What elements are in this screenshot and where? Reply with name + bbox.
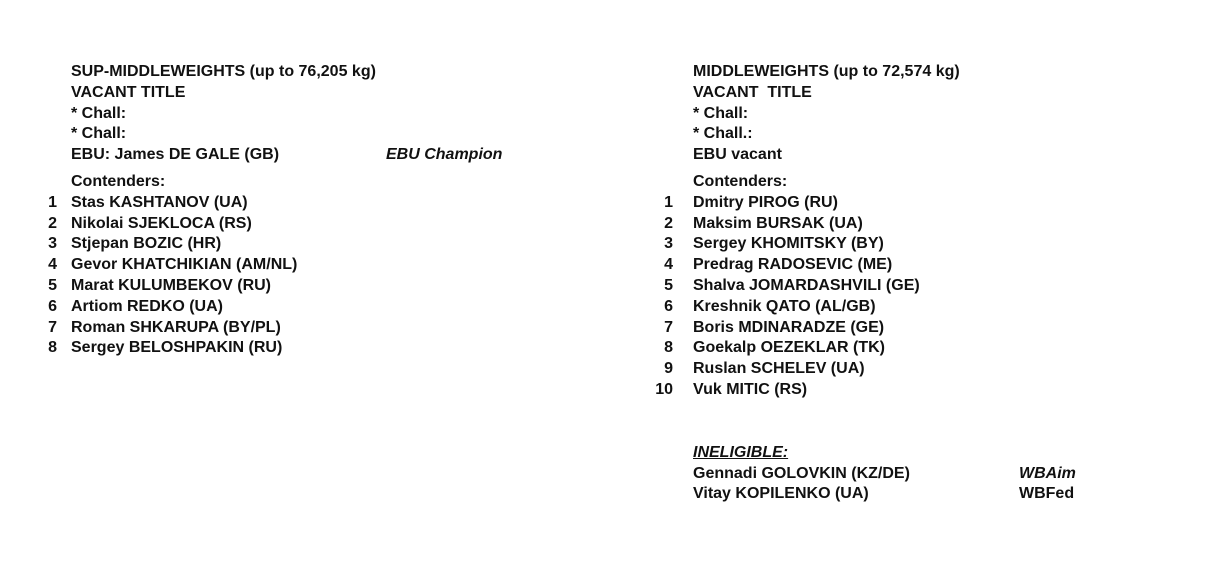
contender-name: Sergey BELOSHPAKIN (RU) xyxy=(71,339,283,357)
contender-rank: 7 xyxy=(48,318,57,336)
challenger-line xyxy=(0,124,560,145)
contender-row xyxy=(640,234,1160,255)
contender-row xyxy=(0,255,560,276)
division-title-line xyxy=(640,62,1160,83)
contender-rank: 1 xyxy=(48,193,57,211)
super-middleweights-section xyxy=(0,62,560,359)
contender-name: Kreshnik QATO (AL/GB) xyxy=(693,297,876,315)
contender-row xyxy=(640,255,1160,276)
contender-rank: 2 xyxy=(48,214,57,232)
contender-rank: 2 xyxy=(664,214,673,232)
contender-name: Predrag RADOSEVIC (ME) xyxy=(693,256,893,274)
contender-row xyxy=(0,234,560,255)
contenders-heading-line xyxy=(640,172,1160,193)
vacant-title: VACANT TITLE xyxy=(693,83,812,101)
ebu-line xyxy=(0,145,560,166)
contender-name: Boris MDINARADZE (GE) xyxy=(693,318,885,336)
contender-rank: 9 xyxy=(664,360,673,378)
contender-row xyxy=(640,380,1160,401)
contender-row xyxy=(0,318,560,339)
ebu-holder: EBU: James DE GALE (GB) xyxy=(71,146,280,164)
contenders-heading-line xyxy=(0,172,560,193)
contender-row xyxy=(0,193,560,214)
division-title: MIDDLEWEIGHTS (up to 72,574 kg) xyxy=(693,63,960,80)
contender-name: Maksim BURSAK (UA) xyxy=(693,214,863,232)
contender-row xyxy=(0,297,560,318)
challenger-label: * Chall.: xyxy=(693,125,753,143)
contender-row xyxy=(640,338,1160,359)
ebu-champion-note: EBU Champion xyxy=(386,146,503,164)
contender-row xyxy=(640,214,1160,235)
challenger-line xyxy=(640,104,1160,125)
ineligible-note: WBFed xyxy=(1019,485,1075,503)
ineligible-heading: INELIGIBLE: xyxy=(693,443,789,461)
contender-rank: 8 xyxy=(664,339,673,357)
ebu-status: EBU vacant xyxy=(693,146,782,164)
contender-name: Shalva JOMARDASHVILI (GE) xyxy=(693,276,920,294)
contender-row xyxy=(0,276,560,297)
contender-rank: 10 xyxy=(655,380,673,398)
contender-rank: 4 xyxy=(664,256,673,274)
ineligible-name: Vitay KOPILENKO (UA) xyxy=(693,485,869,503)
ineligible-note: WBAim xyxy=(1019,464,1076,482)
contender-name: Marat KULUMBEKOV (RU) xyxy=(71,276,271,294)
middleweights-section xyxy=(640,62,1160,505)
challenger-line xyxy=(640,124,1160,145)
contender-row xyxy=(640,193,1160,214)
contender-name: Stjepan BOZIC (HR) xyxy=(71,235,222,253)
challenger-label: * Chall: xyxy=(71,104,127,122)
contender-name: Ruslan SCHELEV (UA) xyxy=(693,360,865,378)
ebu-line xyxy=(640,145,1160,166)
contender-rank: 7 xyxy=(664,318,673,336)
vacant-title: VACANT TITLE xyxy=(71,83,186,101)
contender-rank: 3 xyxy=(48,235,57,253)
contender-row xyxy=(640,276,1160,297)
contender-name: Sergey KHOMITSKY (BY) xyxy=(693,235,884,253)
contender-rank: 6 xyxy=(664,297,673,315)
contender-name: Nikolai SJEKLOCA (RS) xyxy=(71,214,252,232)
contender-row xyxy=(0,214,560,235)
contender-name: Stas KASHTANOV (UA) xyxy=(71,193,248,211)
contender-rank: 5 xyxy=(48,276,57,294)
ineligible-heading-line xyxy=(640,443,1160,464)
contender-rank: 4 xyxy=(48,256,57,274)
contender-row xyxy=(640,359,1160,380)
vacant-title-line xyxy=(640,83,1160,104)
challenger-label: * Chall: xyxy=(71,125,127,143)
vacant-title-line xyxy=(0,83,560,104)
division-title-line xyxy=(0,62,560,83)
contender-name: Artiom REDKO (UA) xyxy=(71,297,223,315)
contender-name: Gevor KHATCHIKIAN (AM/NL) xyxy=(71,256,298,274)
contender-name: Roman SHKARUPA (BY/PL) xyxy=(71,318,281,336)
contender-rank: 6 xyxy=(48,297,57,315)
contender-name: Vuk MITIC (RS) xyxy=(693,380,808,398)
ineligible-name: Gennadi GOLOVKIN (KZ/DE) xyxy=(693,464,910,482)
contender-name: Dmitry PIROG (RU) xyxy=(693,193,838,211)
contender-rank: 1 xyxy=(664,193,673,211)
division-title: SUP-MIDDLEWEIGHTS (up to 76,205 kg) xyxy=(71,63,376,80)
ineligible-row xyxy=(640,464,1160,485)
contender-rank: 5 xyxy=(664,276,673,294)
contender-row xyxy=(0,338,560,359)
ineligible-row xyxy=(640,484,1160,505)
contender-rank: 3 xyxy=(664,235,673,253)
challenger-line xyxy=(0,104,560,125)
contender-row xyxy=(640,297,1160,318)
contender-rank: 8 xyxy=(48,339,57,357)
contenders-heading: Contenders: xyxy=(71,172,166,190)
contenders-heading: Contenders: xyxy=(693,172,788,190)
contender-row xyxy=(640,318,1160,339)
challenger-label: * Chall: xyxy=(693,104,749,122)
contender-name: Goekalp OEZEKLAR (TK) xyxy=(693,339,886,357)
